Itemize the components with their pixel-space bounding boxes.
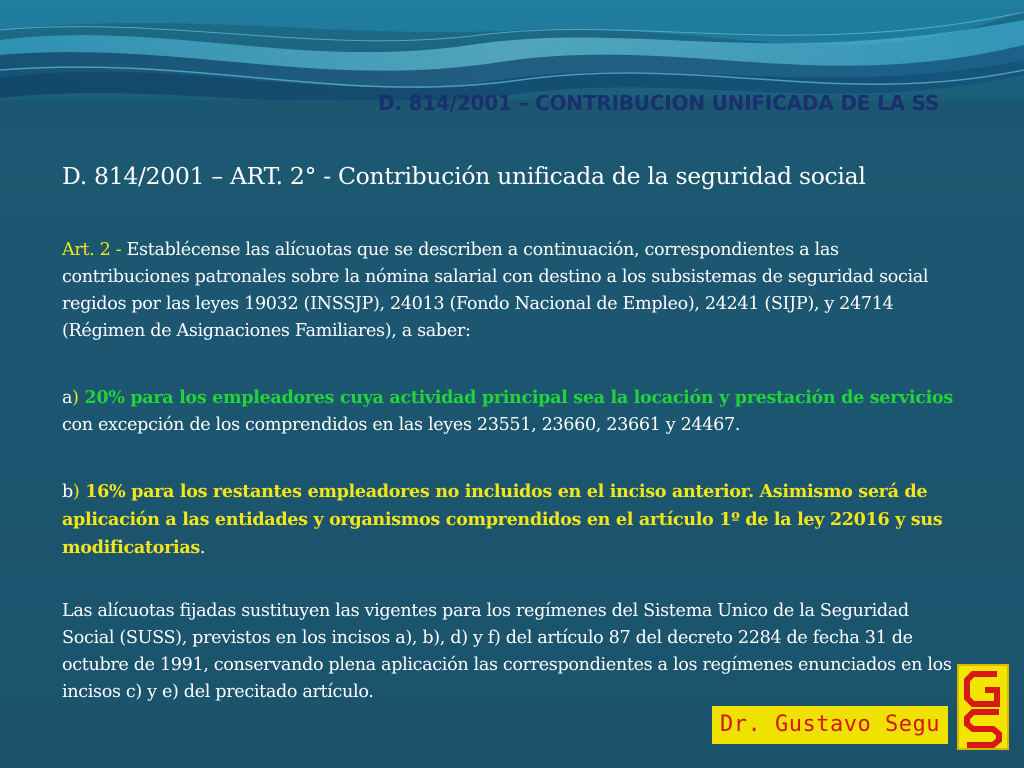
item-a-paren: ) — [72, 388, 79, 408]
page-title: D. 814/2001 – CONTRIBUCION UNIFICADA DE LA SS — [378, 91, 940, 115]
item-a-highlight: 20% para los empleadores cuya actividad principal sea la locación y prestación de servicios — [78, 387, 953, 408]
item-b-paren: ) — [72, 482, 80, 502]
item-a-rest: con excepción de los comprendidos en las leyes 23551, 23660, 23661 y 24467. — [62, 415, 741, 435]
item-a-letter: a — [62, 388, 73, 408]
item-b-letter: b — [62, 482, 73, 502]
item-b-paragraph — [62, 478, 962, 562]
article-paragraph — [62, 237, 962, 345]
article-text: Establécense las alícuotas que se describen a continuación, correspondientes a las contribuciones patronales sobre la nómina salarial con destino a los subsistemas de seguridad social regidos por las leyes 19032 (INSSJP), 24013 (Fondo Nacional de Empleo), 24241 (SIJP), y 24714 (Régimen de Asignaciones Familiares), a saber: — [62, 240, 929, 341]
item-b-highlight: 16% para los restantes empleadores no incluidos en el inciso anterior. Asimismo será de aplicación a las entidades y organismos comprendidos en el artículo 1º de la ley 22016 y sus modificatorias — [62, 481, 943, 558]
gs-logo — [957, 664, 1009, 750]
author-signature: Dr. Gustavo Segu — [712, 706, 948, 744]
item-a-paragraph — [62, 384, 962, 439]
item-b-end: . — [199, 538, 206, 558]
gs-logo-icon — [959, 666, 1007, 748]
article-label: Art. 2 - — [62, 240, 122, 260]
slide-subtitle: D. 814/2001 – ART. 2° - Contribución unificada de la seguridad social — [62, 162, 866, 190]
closing-paragraph: Las alícuotas fijadas sustituyen las vigentes para los regímenes del Sistema Unico de la Seguridad Social (SUSS), previstos en los incisos a), b), d) y f) del artículo 87 del decreto 2284 de fecha 31 de octubre de 1991, conservando plena aplicación las correspondientes a los regímenes enunciados en los incisos c) y e) del precitado artículo. — [62, 601, 952, 702]
